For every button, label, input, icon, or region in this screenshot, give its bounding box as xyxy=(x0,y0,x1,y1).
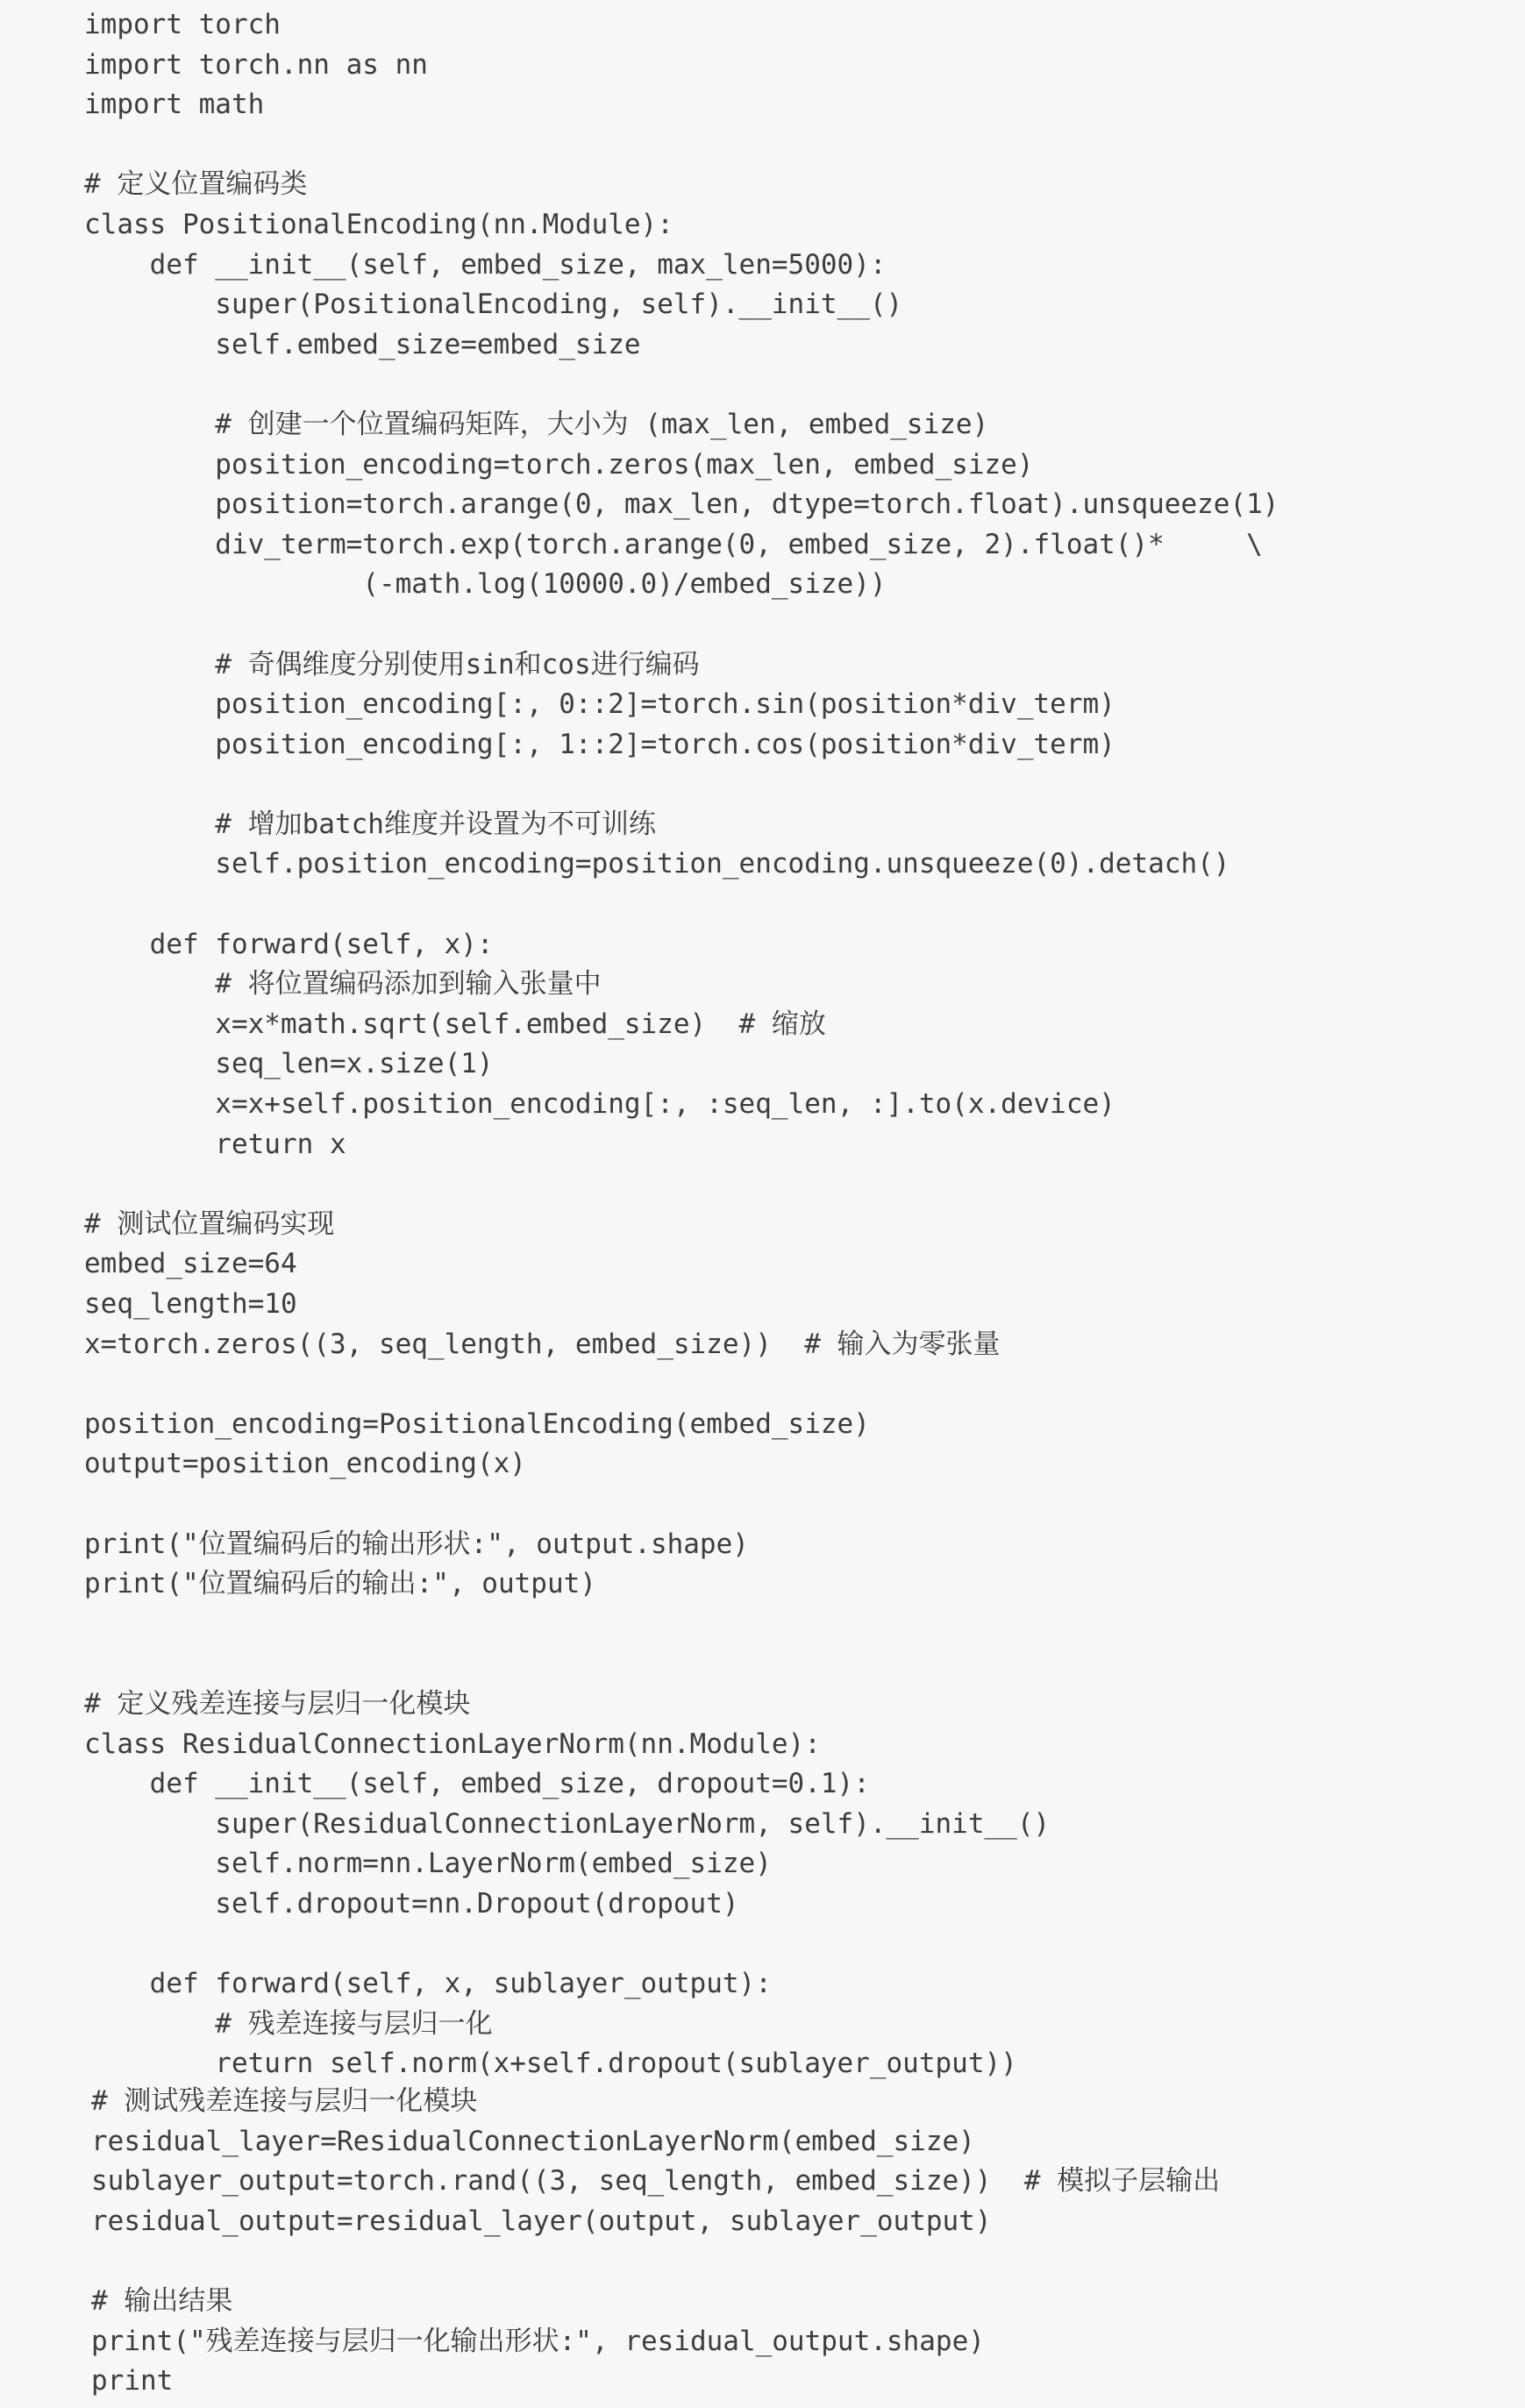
code-line: print("位置编码后的输出:", output) xyxy=(84,1568,596,1600)
code-line xyxy=(84,605,1279,645)
code-line xyxy=(84,885,1279,925)
code-line: class PositionalEncoding(nn.Module): xyxy=(84,208,673,240)
code-line: class ResidualConnectionLayerNorm(nn.Module): xyxy=(84,1728,821,1760)
code-line: print("残差连接与层归一化输出形状:", residual_output.shape) xyxy=(91,2325,985,2357)
code-line: # 增加batch维度并设置为不可训练 xyxy=(84,808,656,840)
code-block-2 xyxy=(91,2082,1220,2402)
code-line: sublayer_output=torch.rand((3, seq_length, embed_size)) # 模拟子层输出 xyxy=(91,2165,1221,2198)
code-line: # 定义位置编码类 xyxy=(84,168,308,201)
code-line: embed_size=64 xyxy=(84,1248,297,1280)
code-line: print("位置编码后的输出形状:", output.shape) xyxy=(84,1528,749,1560)
code-line: # 输出结果 xyxy=(91,2284,233,2317)
code-line: # 将位置编码添加到输入张量中 xyxy=(84,968,602,1001)
code-block-1 xyxy=(84,5,1279,2084)
code-line: self.position_encoding=position_encoding.unsqueeze(0).detach() xyxy=(84,848,1230,880)
code-line: super(ResidualConnectionLayerNorm, self).__init__() xyxy=(84,1807,1051,1840)
code-line: def forward(self, x): xyxy=(84,928,494,960)
code-line: # 定义残差连接与层归一化模块 xyxy=(84,1687,471,1720)
code-line: import math xyxy=(84,89,265,121)
code-line: residual_output=residual_layer(output, sublayer_output) xyxy=(91,2205,992,2237)
code-line: # 创建一个位置编码矩阵，大小为 (max_len, embed_size) xyxy=(84,408,989,440)
code-line: super(PositionalEncoding, self).__init__() xyxy=(84,289,903,321)
code-line xyxy=(84,1605,1279,1645)
code-line: # 测试位置编码实现 xyxy=(84,1208,335,1240)
code-line: seq_len=x.size(1) xyxy=(84,1048,494,1080)
code-line xyxy=(84,365,1279,405)
code-line: residual_layer=ResidualConnectionLayerNorm(embed_size) xyxy=(91,2125,975,2157)
code-line: x=torch.zeros((3, seq_length, embed_size)) # 输入为零张量 xyxy=(84,1328,1001,1360)
code-line: output=position_encoding(x) xyxy=(84,1448,526,1480)
code-line: # 奇偶维度分别使用sin和cos进行编码 xyxy=(84,648,700,680)
code-line: def forward(self, x, sublayer_output): xyxy=(84,1968,772,2000)
code-line: x=x+self.position_encoding[:, :seq_len, :].to(x.device) xyxy=(84,1088,1115,1121)
code-line: import torch.nn as nn xyxy=(84,48,428,81)
code-line xyxy=(84,1165,1279,1205)
code-line: self.norm=nn.LayerNorm(embed_size) xyxy=(84,1848,772,1880)
code-line xyxy=(84,1644,1279,1685)
code-line: self.dropout=nn.Dropout(dropout) xyxy=(84,1887,739,1920)
code-line xyxy=(84,1925,1279,1965)
code-line xyxy=(84,1485,1279,1525)
code-line xyxy=(84,765,1279,805)
code-line: (-math.log(10000.0)/embed_size)) xyxy=(84,568,887,601)
code-line: self.embed_size=embed_size xyxy=(84,328,641,360)
code-line: x=x*math.sqrt(self.embed_size) # 缩放 xyxy=(84,1008,826,1040)
code-line xyxy=(91,2241,1220,2282)
code-line: def __init__(self, embed_size, dropout=0.1): xyxy=(84,1768,870,1800)
code-line: def __init__(self, embed_size, max_len=5000): xyxy=(84,248,887,281)
code-line xyxy=(84,125,1279,166)
code-line xyxy=(84,1364,1279,1405)
code-line: position=torch.arange(0, max_len, dtype=torch.float).unsqueeze(1) xyxy=(84,488,1279,521)
code-line: # 残差连接与层归一化 xyxy=(84,2007,493,2040)
code-line: return self.norm(x+self.dropout(sublayer_output)) xyxy=(84,2048,1017,2080)
code-line: position_encoding[:, 1::2]=torch.cos(position*div_term) xyxy=(84,728,1115,760)
code-line: return x xyxy=(84,1128,346,1160)
code-line: seq_length=10 xyxy=(84,1288,297,1320)
code-line: print xyxy=(91,2365,174,2397)
code-line: position_encoding=torch.zeros(max_len, embed_size) xyxy=(84,448,1034,481)
code-line: # 测试残差连接与层归一化模块 xyxy=(91,2085,478,2117)
code-line: div_term=torch.exp(torch.arange(0, embed_size, 2).float()* \ xyxy=(84,528,1263,560)
code-line: position_encoding=PositionalEncoding(embed_size) xyxy=(84,1407,870,1440)
code-line: import torch xyxy=(84,9,281,40)
code-line: position_encoding[:, 0::2]=torch.sin(position*div_term) xyxy=(84,688,1115,721)
